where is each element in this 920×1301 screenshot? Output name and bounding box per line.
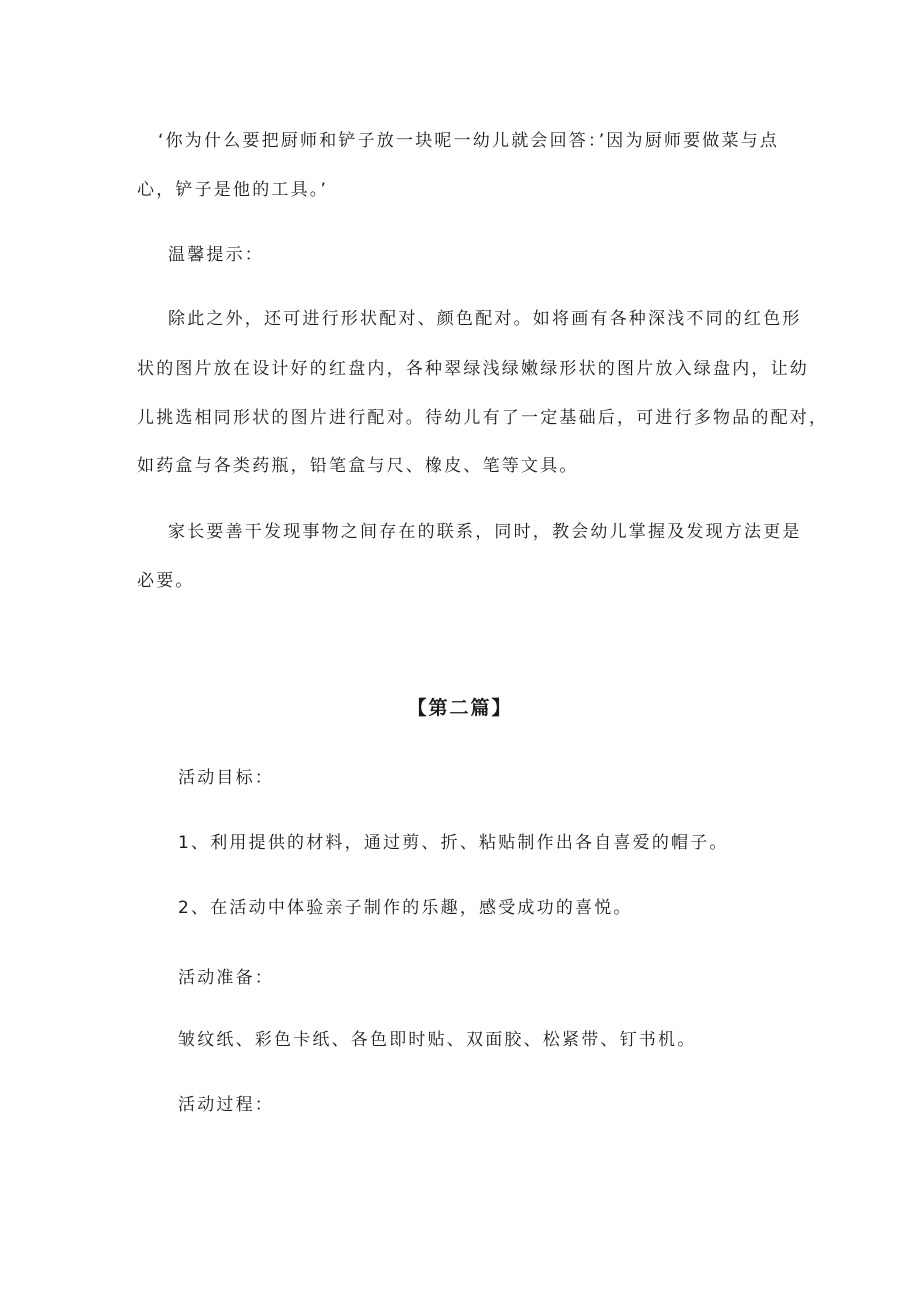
tip-line-1: 除此之外，还可进行形状配对、颜色配对。如将画有各种深浅不同的红色形 [168, 309, 802, 329]
section-title: 【第二篇】 [407, 697, 513, 719]
parent-line-1: 家长要善干发现事物之间存在的联系，同时，教会幼儿掌握及发现方法更是 [168, 522, 802, 542]
tip-line-2: 状的图片放在设计好的红盘内，各种翠绿浅绿嫩绿形状的图片放入绿盘内，让幼 [137, 359, 809, 379]
goal-item-2: 2、在活动中体验亲子制作的乐趣，感受成功的喜悦。 [178, 898, 633, 918]
tip-label: 温馨提示： [168, 245, 264, 265]
process-label: 活动过程： [178, 1095, 274, 1115]
prep-items: 皱纹纸、彩色卡纸、各色即时贴、双面胶、松紧带、钉书机。 [178, 1030, 697, 1050]
goal-item-1: 1、利用提供的材料，通过剪、折、粘贴制作出各自喜爱的帽子。 [178, 833, 729, 853]
parent-line-2: 必要。 [137, 571, 195, 591]
tip-line-3: 儿挑选相同形状的图片进行配对。待幼儿有了一定基础后，可进行多物品的配对， [137, 408, 829, 428]
tip-line-4: 如药盒与各类药瓶，铅笔盒与尺、橡皮、笔等文具。 [137, 456, 579, 476]
goals-label: 活动目标： [178, 768, 274, 788]
prep-label: 活动准备： [178, 968, 274, 988]
quote-line-1: ‘你为什么要把厨师和铲子放一块呢一幼儿就会回答：’因为厨师要做菜与点 [158, 131, 780, 151]
quote-line-2: 心，铲子是他的工具。’ [137, 180, 329, 200]
